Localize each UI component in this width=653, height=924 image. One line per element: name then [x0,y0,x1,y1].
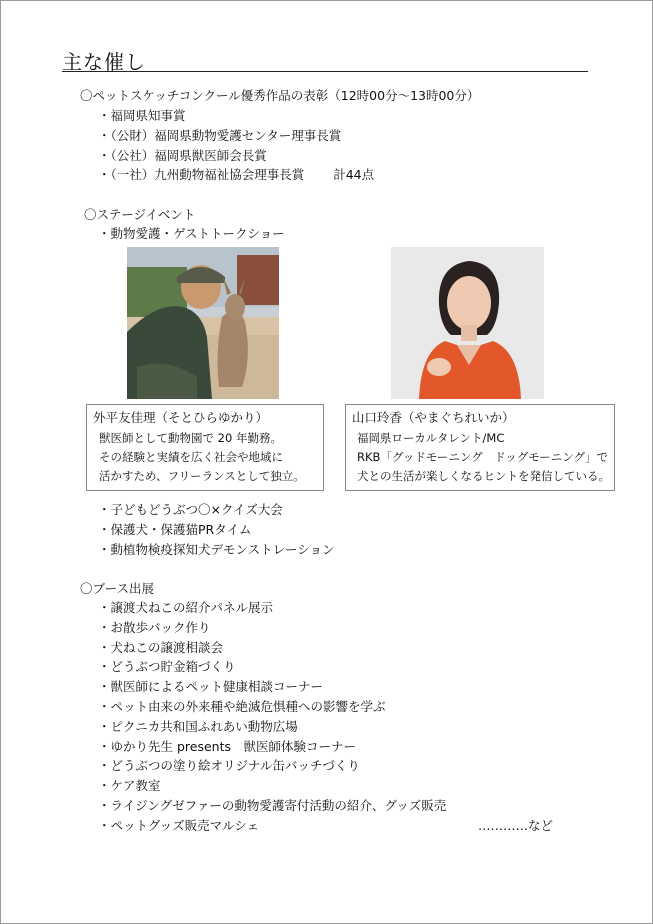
guest-description-line: 福岡県ローカルタレント/MC [357,431,505,445]
guest-description-line: 犬との生活が楽しくなるヒントを発信している。 [357,469,610,483]
page-title: 主な催し [62,50,146,74]
talk-show-item: ・動物愛護・ゲストトークショー [98,226,285,241]
guest-name: 外平友佳理（そとひらゆかり） [93,410,269,425]
booth-item: ・ライジングゼファーの動物愛護寄付活動の紹介、グッズ販売 [98,798,447,813]
stage-heading: 〇ステージイベント [84,207,196,222]
booth-heading: 〇ブース出展 [80,581,155,596]
etc-note: …………など [478,818,554,833]
guest-photo-sotohira [127,247,279,399]
stage-item: ・保護犬・保護猫PRタイム [98,522,252,537]
guest-photo-yamaguchi [391,247,544,399]
guest-description-line: RKB「グッドモーニング ドッグモーニング」で [357,450,609,464]
booth-item: ・ピクニカ共和国ふれあい動物広場 [98,719,298,734]
booth-item: ・獣医師によるペット健康相談コーナー [98,679,324,694]
booth-item: ・ペットグッズ販売マルシェ [98,818,260,833]
booth-item: ・お散歩バック作り [98,620,211,635]
award-item: ・福岡県知事賞 [98,108,186,123]
booth-item: ・どうぶつの塗り絵オリジナル缶バッチづくり [98,758,360,773]
booth-item: ・譲渡犬ねこの紹介パネル展示 [98,600,274,615]
guest-profile-sotohira [86,404,324,491]
booth-item: ・ペット由来の外来種や絶滅危惧種への影響を学ぶ [98,699,386,714]
guest-description-line: その経験と実績を広く社会や地域に [99,450,283,464]
guest-name: 山口玲香（やまぐちれいか） [352,410,515,425]
sketch-heading: 〇ペットスケッチコンクール優秀作品の表彰（12時00分～13時00分） [80,88,480,103]
title-underline [62,71,588,72]
award-item: ・（公財）福岡県動物愛護センター理事長賞 [98,128,342,143]
guest-description-line: 獣医師として動物園で 20 年勤務。 [99,431,282,445]
stage-item: ・動植物検疫探知犬デモンストレーション [98,542,335,557]
award-item: ・（一社）九州動物福祉協会理事長賞 計44点 [98,167,375,182]
guest-profile-yamaguchi [345,404,615,491]
booth-item: ・ゆかり先生 presents 獣医師体験コーナー [98,739,357,754]
booth-item: ・ケア教室 [98,778,161,793]
award-item: ・（公社）福岡県獣医師会長賞 [98,148,267,163]
guest-description-line: 活かすため、フリーランスとして独立。 [99,469,305,483]
booth-item: ・どうぶつ貯金箱づくり [98,659,236,674]
stage-item: ・子どもどうぶつ〇×クイズ大会 [98,502,283,517]
booth-item: ・犬ねこの譲渡相談会 [98,640,224,655]
